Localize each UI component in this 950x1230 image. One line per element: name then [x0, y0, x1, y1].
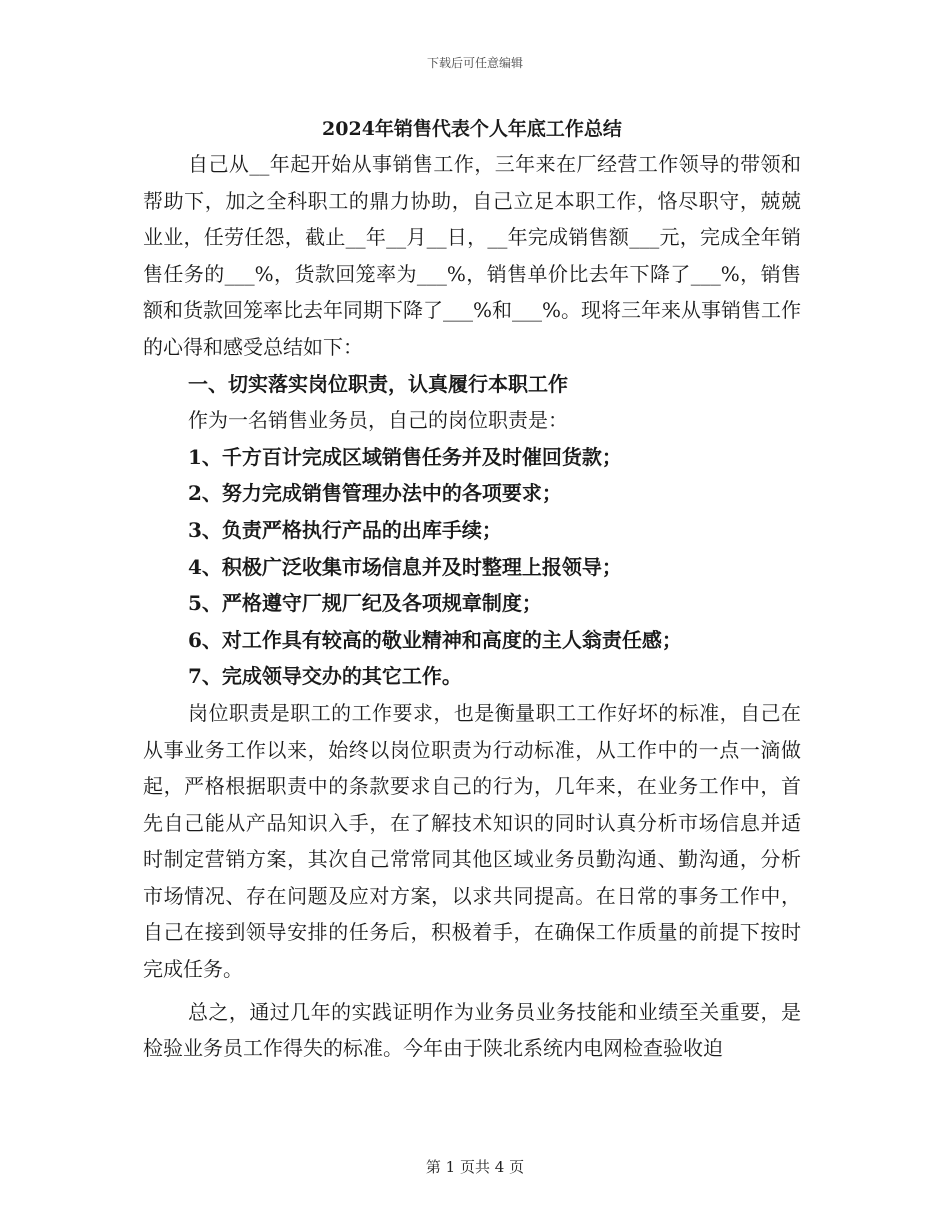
page-header: 下载后可任意编辑 — [426, 56, 523, 70]
duties-intro: 作为一名销售业务员，自己的岗位职责是： — [188, 408, 568, 433]
duty-item: 4、积极广泛收集市场信息并及时整理上报领导； — [188, 554, 622, 579]
body-paragraph: 总之，通过几年的实践证明作为业务员业务技能和业绩至关重要，是检验业务员工作得失的标准。今年由于陕北系统内电网检查验收迫 — [143, 999, 801, 1061]
section-heading: 一、切实落实岗位职责，认真履行本职工作 — [188, 371, 568, 396]
document-title: 2024年销售代表个人年底工作总结 — [322, 118, 622, 140]
duty-item: 7、完成领导交办的其它工作。 — [188, 664, 462, 689]
duty-item: 3、负责严格执行产品的出库手续； — [188, 517, 502, 542]
page-number: 第 1 页共 4 页 — [425, 1158, 525, 1176]
duty-item: 1、千方百计完成区域销售任务并及时催回货款； — [188, 444, 622, 469]
body-paragraph: 岗位职责是职工的工作要求，也是衡量职工工作好坏的标准，自己在从事业务工作以来，始终以岗位职责为行动标准，从工作中的一点一滴做起，严格根据职责中的条款要求自己的行为，几年来，在业务工作中，首先自己能从产品知识入手，在了解技术知识的同时认真分析市场信息并适时制定营销方案，其次自己常常同其他区域业务员勤沟通、勤沟通，分析市场情况、存在问题及应对方案，以求共同提高。在日常的事务工作中，自己在接到领导安排的任务后，积极着手，在确保工作质量的前提下按时完成任务。 — [143, 700, 801, 982]
duty-item: 2、努力完成销售管理办法中的各项要求； — [188, 481, 562, 506]
intro-paragraph: 自己从__年起开始从事销售工作，三年来在厂经营工作领导的带领和帮助下，加之全科职工的鼎力协助，自己立足本职工作，恪尽职守，兢兢业业，任劳任怨，截止__年__月__日，__年完成销售额___元，完成全年销售任务的___%，货款回笼率为___%，销售单价比去年下降了___%，销售额和货款回笼率比去年同期下降了___%和___%。现将三年来从事销售工作的心得和感受总结如下： — [143, 152, 802, 359]
duty-item: 6、对工作具有较高的敬业精神和高度的主人翁责任感； — [188, 627, 682, 652]
document-body — [143, 112, 801, 1067]
duty-list — [143, 439, 801, 695]
duty-item: 5、严格遵守厂规厂纪及各项规章制度； — [188, 591, 542, 616]
